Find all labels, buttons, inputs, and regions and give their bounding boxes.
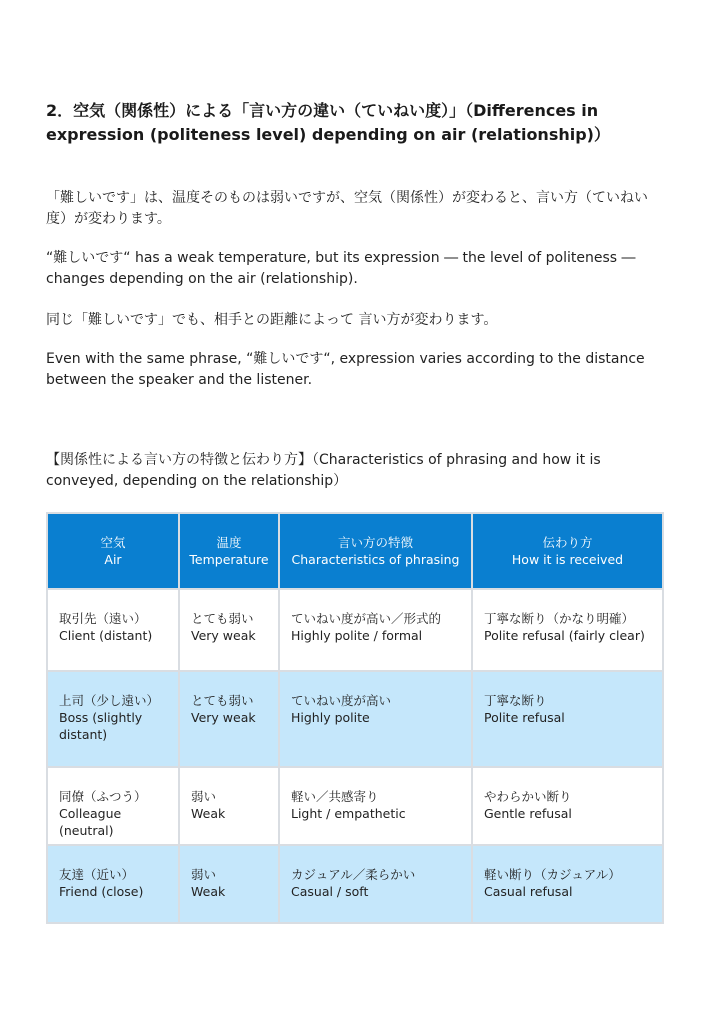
cell-air — [47, 767, 179, 845]
cell-phrasing — [279, 671, 472, 767]
cell-phrasing — [279, 845, 472, 923]
table-row — [47, 671, 663, 767]
cell-air — [47, 845, 179, 923]
cell-received — [472, 589, 663, 671]
cell-jp: 同僚（ふつう） — [59, 789, 147, 804]
cell-jp: 友達（近い） — [59, 867, 135, 882]
cell-jp: 軽い断り（カジュアル） — [484, 867, 621, 882]
cell-jp: とても弱い — [191, 611, 254, 626]
cell-temperature — [179, 589, 279, 671]
cell-en: Boss (slightly distant) — [59, 710, 143, 742]
header-en: Characteristics of phrasing — [291, 552, 460, 567]
cell-jp: 取引先（遠い） — [59, 611, 147, 626]
cell-phrasing — [279, 589, 472, 671]
cell-jp: 軽い／共感寄り — [291, 789, 379, 804]
cell-en: Friend (close) — [59, 884, 144, 899]
header-jp: 温度 — [216, 535, 242, 550]
cell-temperature — [179, 767, 279, 845]
table-row — [47, 589, 663, 671]
header-en: Temperature — [189, 552, 269, 567]
header-en: How it is received — [511, 552, 624, 567]
header-en: Air — [104, 552, 122, 567]
header-temperature — [179, 513, 279, 589]
cell-received — [472, 767, 663, 845]
cell-en: Very weak — [191, 628, 256, 643]
cell-en: Light / empathetic — [291, 806, 406, 821]
cell-jp: やわらかい断り — [484, 789, 572, 804]
paragraph-jp-distance: 同じ「難しいです」でも、相手との距離によって 言い方が変わります。 — [46, 312, 498, 328]
cell-air — [47, 671, 179, 767]
header-air — [47, 513, 179, 589]
cell-jp: 弱い — [191, 789, 217, 804]
header-jp: 空気 — [100, 535, 126, 550]
cell-en: Highly polite / formal — [291, 628, 423, 643]
cell-jp: 上司（少し遠い） — [59, 693, 160, 708]
table-header-row — [47, 513, 663, 589]
cell-en: Casual / soft — [291, 884, 369, 899]
table-caption: 【関係性による言い方の特徴と伝わり方】（Characteristics of phrasing and how it is conveyed, depending on the relationship） — [46, 452, 601, 489]
cell-air — [47, 589, 179, 671]
cell-jp: 丁寧な断り — [484, 693, 547, 708]
cell-en: Weak — [191, 884, 226, 899]
cell-en: Highly polite — [291, 710, 370, 725]
cell-received — [472, 845, 663, 923]
cell-jp: とても弱い — [191, 693, 254, 708]
cell-en: Gentle refusal — [484, 806, 572, 821]
cell-en: Polite refusal — [484, 710, 565, 725]
cell-en: Weak — [191, 806, 226, 821]
cell-en: Client (distant) — [59, 628, 153, 643]
header-jp: 伝わり方 — [542, 535, 593, 550]
cell-jp: ていねい度が高い／形式的 — [291, 611, 442, 626]
header-received — [472, 513, 663, 589]
header-phrasing — [279, 513, 472, 589]
paragraph-en-intro: “難しいです“ has a weak temperature, but its expression ― the level of politeness ― changes depending on the air (relationship). — [46, 250, 636, 287]
cell-en: Colleague (neutral) — [59, 806, 122, 838]
cell-temperature — [179, 845, 279, 923]
cell-jp: 丁寧な断り（かなり明確） — [484, 611, 635, 626]
cell-jp: ていねい度が高い — [291, 693, 392, 708]
cell-jp: 弱い — [191, 867, 217, 882]
paragraph-jp-intro: 「難しいです」は、温度そのものは弱いですが、空気（関係性）が変わると、言い方（ていねい度）が変わります。 — [46, 190, 648, 227]
section-heading: 2．空気（関係性）による「言い方の違い（ていねい度）」（Differences in expression (politeness level) depending on air (relationship)） — [46, 101, 610, 144]
cell-en: Very weak — [191, 710, 256, 725]
cell-phrasing — [279, 767, 472, 845]
cell-received — [472, 671, 663, 767]
cell-en: Casual refusal — [484, 884, 573, 899]
header-jp: 言い方の特徴 — [337, 535, 413, 550]
relationship-table — [46, 512, 664, 924]
cell-temperature — [179, 671, 279, 767]
table-row — [47, 767, 663, 845]
cell-en: Polite refusal (fairly clear) — [484, 628, 645, 643]
paragraph-en-distance: Even with the same phrase, “難しいです“, expression varies according to the distance between the speaker and the listener. — [46, 351, 645, 388]
table-row — [47, 845, 663, 923]
cell-jp: カジュアル／柔らかい — [291, 867, 416, 882]
